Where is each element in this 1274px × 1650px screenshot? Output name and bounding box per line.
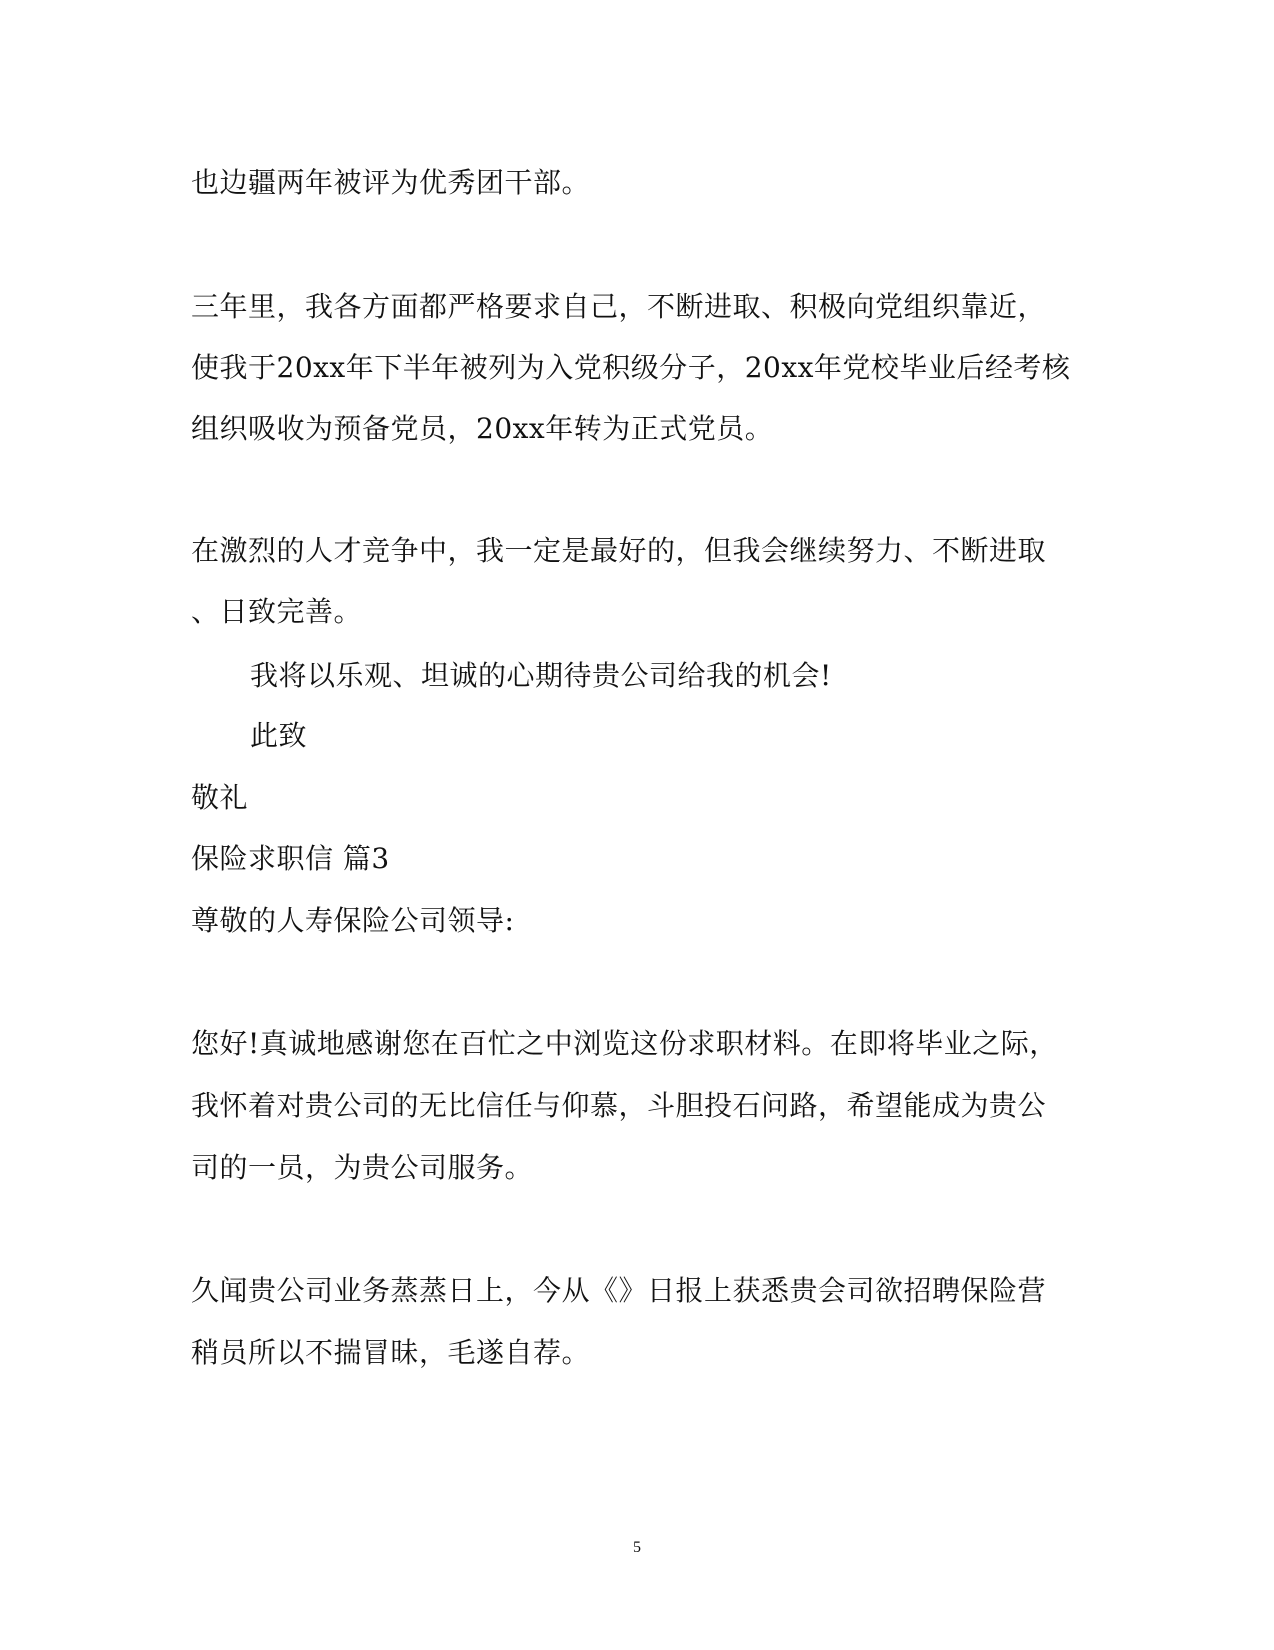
paragraph-line: 司的一员，为贵公司服务。	[191, 1151, 534, 1184]
paragraph-line: 三年里，我各方面都严格要求自己，不断进取、积极向党组织靠近，	[191, 290, 1047, 323]
paragraph-line: 在激烈的人才竞争中，我一定是最好的，但我会继续努力、不断进取	[191, 534, 1047, 567]
page-number: 5	[633, 1539, 641, 1556]
paragraph-line: 我怀着对贵公司的无比信任与仰慕，斗胆投石问路，希望能成为贵公	[191, 1089, 1047, 1122]
section-heading: 保险求职信 篇3	[191, 842, 390, 875]
salutation: 敬礼	[191, 781, 249, 814]
paragraph-line: 久闻贵公司业务蒸蒸日上，今从《》日报上获悉贵会司欲招聘保险营	[191, 1274, 1047, 1307]
paragraph-line: 稍员所以不揣冒昧，毛遂自荐。	[191, 1336, 591, 1369]
paragraph-line: 也边疆两年被评为优秀团干部。	[191, 166, 591, 199]
closing-phrase: 此致	[250, 719, 308, 752]
paragraph-line: 、日致完善。	[191, 595, 363, 628]
paragraph-line: 使我于20xx年下半年被列为入党积级分子，20xx年党校毕业后经考核	[191, 351, 1071, 384]
greeting: 尊敬的人寿保险公司领导:	[191, 904, 515, 937]
paragraph-line: 组织吸收为预备党员，20xx年转为正式党员。	[191, 412, 774, 445]
paragraph-line: 我将以乐观、坦诚的心期待贵公司给我的机会!	[250, 659, 832, 692]
paragraph-line: 您好!真诚地感谢您在百忙之中浏览这份求职材料。在即将毕业之际，	[191, 1027, 1058, 1060]
